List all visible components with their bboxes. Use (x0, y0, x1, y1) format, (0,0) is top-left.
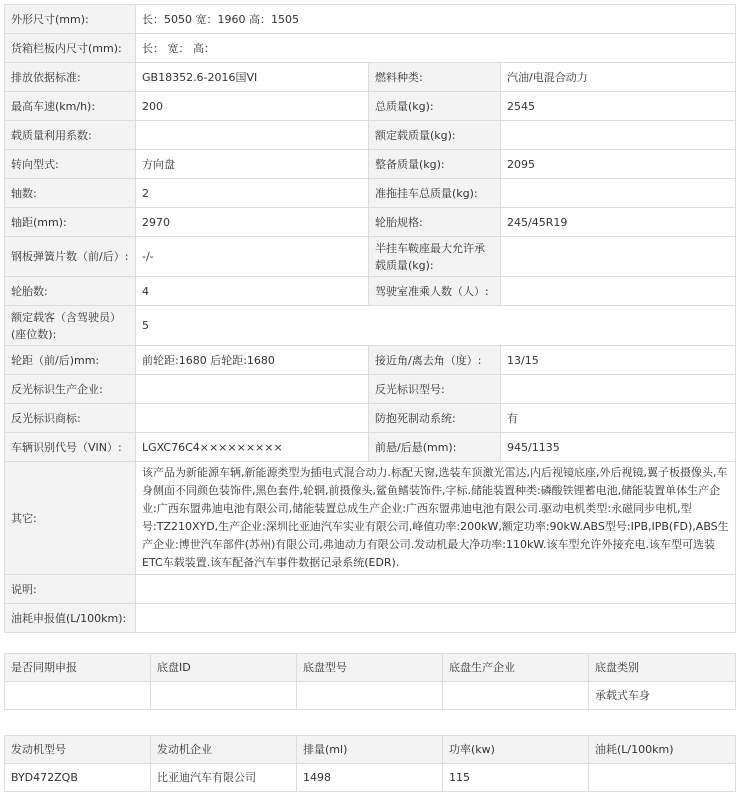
spec-row-maxspeed (5, 92, 736, 121)
rated-load-value (501, 121, 736, 150)
engine-header-cell: 排量(ml) (297, 736, 443, 764)
reflector-model-label: 反光标识型号: (369, 375, 501, 404)
chassis-table (4, 653, 736, 710)
track-value: 前轮距:1680 后轮距:1680 (136, 346, 369, 375)
reflector-company-label: 反光标识生产企业: (5, 375, 136, 404)
curb-mass-value: 2095 (501, 150, 736, 179)
cargo-value: 长： 宽： 高： (136, 34, 736, 63)
overhang-label: 前悬/后悬(mm): (369, 433, 501, 462)
spec-row-fuel-consumption (5, 604, 736, 633)
chassis-header-cell: 是否同期申报 (5, 654, 151, 682)
fuel-consumption-label: 油耗申报值(L/100km): (5, 604, 136, 633)
fuel-type-label: 燃料种类: (369, 63, 501, 92)
approach-angle-value: 13/15 (501, 346, 736, 375)
spec-row-axles (5, 179, 736, 208)
seats-label: 额定载客（含驾驶员）(座位数): (5, 306, 136, 346)
load-utilization-label: 载质量利用系数: (5, 121, 136, 150)
engine-cell: 比亚迪汽车有限公司 (151, 764, 297, 792)
tire-spec-value: 245/45R19 (501, 208, 736, 237)
tire-count-label: 轮胎数: (5, 277, 136, 306)
note-label: 说明: (5, 575, 136, 604)
other-value: 该产品为新能源车辆,新能源类型为插电式混合动力.标配天窗,选装车顶激光雷达,内后视镜底座,外后视镜,翼子板摄像头,车身侧面不同颜色装饰件,黑色套件,轮辋,前摄像头,鲨鱼鳍装饰件,字标.储能装置种类:磷酸铁锂蓄电池,储能装置单体生产企业:广西东盟弗迪电池有限公司,储能装置总成生产企业:广西东盟弗迪电池有限公司.驱动电机类型:永磁同步电机,型号:TZ210XYD,生产企业:深圳比亚迪汽车实业有限公司,峰值功率:200kW,额定功率:90kW.ABS型号:IPB,IPB(FD),ABS生产企业:博世汽车部件(苏州)有限公司,弗迪动力有限公司.发动机最大净功率:110kW.该车型允许外接充电.该车型可选装ETC车载装置.该车配备汽车事件数据记录系统(EDR). (136, 462, 736, 575)
engine-cell: 1498 (297, 764, 443, 792)
spec-row-note (5, 575, 736, 604)
saddle-load-value (501, 237, 736, 277)
chassis-cell (443, 682, 589, 710)
saddle-load-label: 半挂车鞍座最大允许承载质量(kg): (369, 237, 501, 277)
spec-row-dimensions (5, 5, 736, 34)
chassis-header-row (5, 654, 736, 682)
dimensions-value: 长：5050 宽：1960 高：1505 (136, 5, 736, 34)
chassis-cell: 承载式车身 (589, 682, 736, 710)
curb-mass-label: 整备质量(kg): (369, 150, 501, 179)
engine-cell: BYD472ZQB (5, 764, 151, 792)
emission-value: GB18352.6-2016国VI (136, 63, 369, 92)
wheelbase-value: 2970 (136, 208, 369, 237)
engine-cell (589, 764, 736, 792)
engine-header-cell: 油耗(L/100km) (589, 736, 736, 764)
tire-count-value: 4 (136, 277, 369, 306)
spec-row-reflector-company (5, 375, 736, 404)
tire-spec-label: 轮胎规格: (369, 208, 501, 237)
total-mass-value: 2545 (501, 92, 736, 121)
abs-label: 防抱死制动系统: (369, 404, 501, 433)
reflector-company-value (136, 375, 369, 404)
reflector-brand-value (136, 404, 369, 433)
engine-header-row (5, 736, 736, 764)
emission-label: 排放依据标准: (5, 63, 136, 92)
chassis-header-cell: 底盘ID (151, 654, 297, 682)
dimensions-label: 外形尺寸(mm): (5, 5, 136, 34)
cab-occupancy-label: 驾驶室准乘人数（人）: (369, 277, 501, 306)
spec-row-vin (5, 433, 736, 462)
spec-row-track (5, 346, 736, 375)
reflector-model-value (501, 375, 736, 404)
steering-label: 转向型式: (5, 150, 136, 179)
overhang-value: 945/1135 (501, 433, 736, 462)
vin-label: 车辆识别代号（VIN）: (5, 433, 136, 462)
approach-angle-label: 接近角/离去角（度）: (369, 346, 501, 375)
rated-load-label: 额定载质量(kg): (369, 121, 501, 150)
chassis-data-row (5, 682, 736, 710)
vehicle-spec-table (4, 4, 736, 633)
vin-value: LGXC76C4××××××××× (136, 433, 369, 462)
leaf-spring-value: -/- (136, 237, 369, 277)
chassis-header-cell: 底盘生产企业 (443, 654, 589, 682)
chassis-cell (297, 682, 443, 710)
axles-value: 2 (136, 179, 369, 208)
spec-row-seats (5, 306, 736, 346)
spec-row-steering (5, 150, 736, 179)
spec-row-tirecount (5, 277, 736, 306)
spec-row-leafspring (5, 237, 736, 277)
load-utilization-value (136, 121, 369, 150)
engine-cell: 115 (443, 764, 589, 792)
chassis-header-cell: 底盘型号 (297, 654, 443, 682)
reflector-brand-label: 反光标识商标: (5, 404, 136, 433)
axles-label: 轴数: (5, 179, 136, 208)
note-value (136, 575, 736, 604)
spec-row-reflector-brand (5, 404, 736, 433)
spec-row-other (5, 462, 736, 575)
chassis-header-cell: 底盘类别 (589, 654, 736, 682)
seats-value: 5 (136, 306, 736, 346)
fuel-type-value: 汽油/电混合动力 (501, 63, 736, 92)
track-label: 轮距（前/后)mm: (5, 346, 136, 375)
spec-row-loadutil (5, 121, 736, 150)
wheelbase-label: 轴距(mm): (5, 208, 136, 237)
engine-header-cell: 功率(kw) (443, 736, 589, 764)
other-label: 其它: (5, 462, 136, 575)
engine-table (4, 735, 736, 792)
engine-data-row (5, 764, 736, 792)
leaf-spring-label: 钢板弹簧片数（前/后）: (5, 237, 136, 277)
cargo-label: 货箱栏板内尺寸(mm): (5, 34, 136, 63)
trailer-mass-value (501, 179, 736, 208)
spec-row-emission (5, 63, 736, 92)
fuel-consumption-value (136, 604, 736, 633)
engine-header-cell: 发动机企业 (151, 736, 297, 764)
trailer-mass-label: 准拖挂车总质量(kg): (369, 179, 501, 208)
cab-occupancy-value (501, 277, 736, 306)
spec-row-cargo (5, 34, 736, 63)
max-speed-value: 200 (136, 92, 369, 121)
chassis-cell (151, 682, 297, 710)
chassis-cell (5, 682, 151, 710)
max-speed-label: 最高车速(km/h): (5, 92, 136, 121)
steering-value: 方向盘 (136, 150, 369, 179)
spec-row-wheelbase (5, 208, 736, 237)
engine-header-cell: 发动机型号 (5, 736, 151, 764)
total-mass-label: 总质量(kg): (369, 92, 501, 121)
abs-value: 有 (501, 404, 736, 433)
